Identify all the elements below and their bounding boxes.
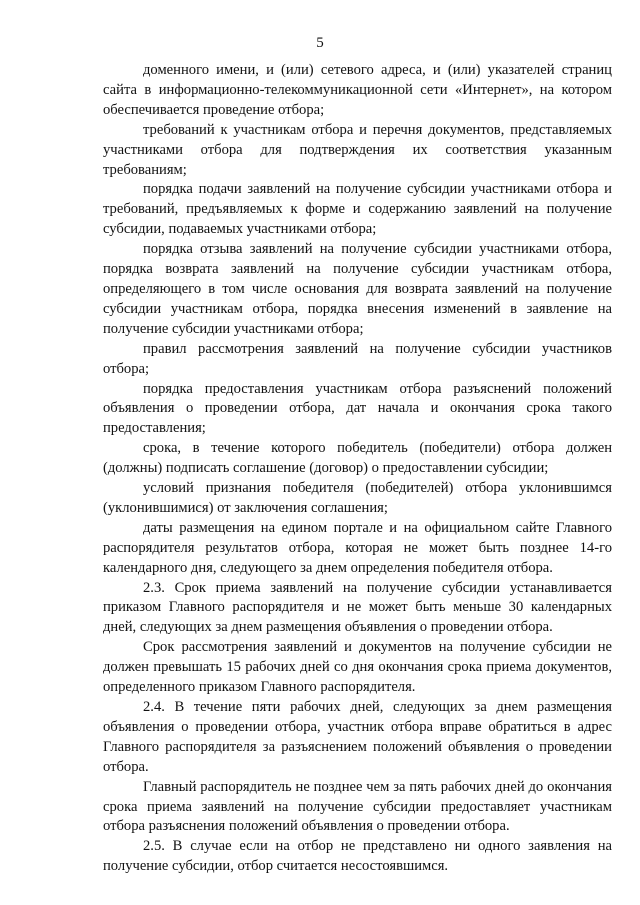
paragraph-review-period: Срок рассмотрения заявлений и документов на получение субсидии не должен превышать 15 рабочих дней со дня окончания срока приема документов, определенного приказом Главного распорядителя. <box>103 639 612 696</box>
paragraph-section-2-3: 2.3. Срок приема заявлений на получение субсидии устанавливается приказом Главного распорядителя и не может быть меньше 30 календарных дней, следующих за днем размещения объявления о проведении отбора. <box>103 579 612 636</box>
paragraph-evasion-conditions: условий признания победителя (победителей) отбора уклонившимся (уклонившимися) от заключения соглашения; <box>103 480 612 516</box>
paragraph-results-publication: даты размещения на едином портале и на официальном сайте Главного распорядителя результатов отбора, которая не может быть позднее 14-го календарного дня, следующего за днем определения победителя отбора. <box>103 519 612 576</box>
paragraph-application-withdrawal: порядка отзыва заявлений на получение субсидии участниками отбора, порядка возврата заявлений на получение субсидии участникам отбора, определяющего в том числе основания для возврата заявлений на получение субсидии участникам отбора, порядка внесения изменений в заявление на получение субсидии участниками отбора; <box>103 241 612 337</box>
paragraph-review-rules: правил рассмотрения заявлений на получение субсидии участников отбора; <box>103 340 612 377</box>
paragraph-domain-name: доменного имени, и (или) сетевого адреса, и (или) указателей страниц сайта в информационно-телекоммуникационной сети «Интернет», на котором обеспечивается проведение отбора; <box>103 62 612 118</box>
paragraph-participant-requirements: требований к участникам отбора и перечня документов, представляемых участниками отбора для подтверждения их соответствия указанным требованиям; <box>103 121 612 178</box>
paragraph-section-2-4: 2.4. В течение пяти рабочих дней, следующих за днем размещения объявления о проведении отбора, участник отбора вправе обратиться в адрес Главного распорядителя за разъяснением положений объявления о проведении отбора. <box>103 699 612 775</box>
paragraph-section-2-5: 2.5. В случае если на отбор не представлено ни одного заявления на получение субсидии, отбор считается несостоявшимся. <box>103 838 612 875</box>
paragraph-application-submission: порядка подачи заявлений на получение субсидии участниками отбора и требований, предъявляемых к форме и содержанию заявлений на получение субсидии, подаваемых участниками отбора; <box>103 181 612 238</box>
paragraph-chief-administrator-clarification: Главный распорядитель не позднее чем за пять рабочих дней до окончания срока приема заявлений на получение субсидии предоставляет участникам отбора разъяснения положений объявления о проведении отбора. <box>103 778 612 835</box>
paragraph-clarifications: порядка предоставления участникам отбора разъяснений положений объявления о проведении отбора, дат начала и окончания срока такого предоставления; <box>103 380 612 437</box>
paragraph-agreement-deadline: срока, в течение которого победитель (победители) отбора должен (должны) подписать соглашение (договор) о предоставлении субсидии; <box>103 440 612 477</box>
document-body <box>103 61 612 877</box>
page-number: 5 <box>316 35 324 51</box>
